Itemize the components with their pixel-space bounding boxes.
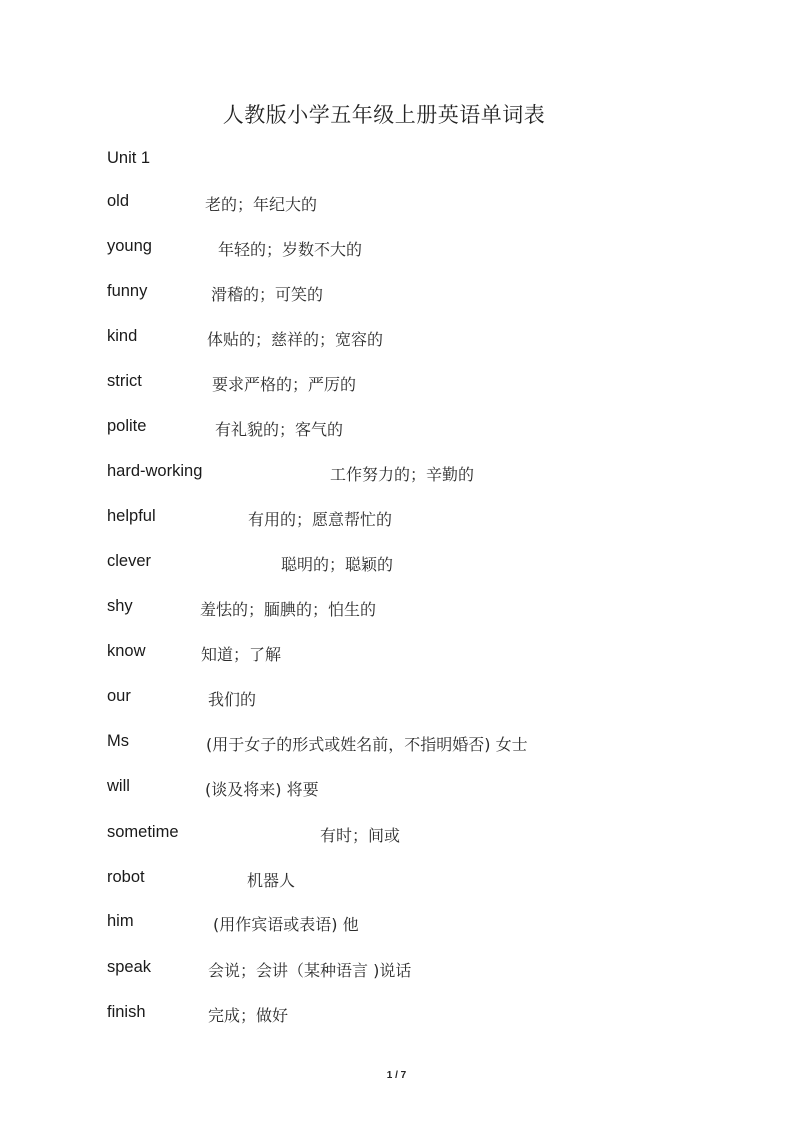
vocab-word: him [107,912,134,930]
vocab-word: shy [107,597,133,615]
vocab-word: helpful [107,507,156,525]
vocab-word: speak [107,958,152,976]
vocab-row [0,642,793,666]
vocab-row [0,237,793,261]
vocab-word: funny [107,282,148,300]
vocab-meaning: 我们的 [208,690,257,709]
vocab-word: young [107,237,152,255]
vocab-meaning: 聪明的；聪颖的 [281,555,394,574]
vocab-meaning: 有礼貌的；客气的 [215,420,344,439]
vocab-row [0,777,793,801]
vocab-meaning: 知道；了解 [201,645,282,664]
vocab-word: finish [107,1003,146,1021]
page-number: 1 / 7 [386,1070,407,1081]
vocab-word: old [107,192,130,210]
vocab-row [0,912,793,936]
vocab-meaning: 完成；做好 [208,1006,289,1025]
vocab-meaning: (谈及将来) 将要 [205,780,319,799]
vocab-meaning: 工作努力的；辛勤的 [330,465,475,484]
vocab-meaning: 要求严格的；严厉的 [212,375,357,394]
document-title: 人教版小学五年级上册英语单词表 [222,103,546,127]
vocab-row [0,597,793,621]
vocab-row [0,282,793,306]
vocab-word: know [107,642,146,660]
vocab-word: sometime [107,823,179,841]
vocab-word: our [107,687,131,705]
vocab-row [0,687,793,711]
vocab-meaning: 机器人 [247,871,296,890]
vocab-row [0,552,793,576]
vocab-word: hard-working [107,462,203,480]
vocab-word: kind [107,327,138,345]
vocab-meaning: 羞怯的；腼腆的；怕生的 [200,600,377,619]
vocab-meaning: 年轻的；岁数不大的 [218,240,363,259]
vocab-word: polite [107,417,147,435]
vocab-row [0,958,793,982]
vocab-row [0,732,793,756]
vocab-row [0,1003,793,1027]
vocab-row [0,192,793,216]
unit-heading: Unit 1 [107,149,151,167]
vocab-row [0,327,793,351]
vocab-meaning: 体贴的；慈祥的；宽容的 [207,330,384,349]
vocab-row [0,868,793,892]
vocab-meaning: (用于女子的形式或姓名前，不指明婚否) 女士 [206,735,528,754]
vocab-row [0,507,793,531]
vocab-word: robot [107,868,145,886]
vocab-word: clever [107,552,152,570]
vocab-meaning: 有用的；愿意帮忙的 [248,510,393,529]
vocab-row [0,372,793,396]
vocab-meaning: (用作宾语或表语) 他 [213,915,359,934]
vocab-meaning: 会说；会讲（某种语言 )说话 [208,961,412,980]
vocab-row [0,462,793,486]
vocab-meaning: 有时；间或 [320,826,401,845]
vocab-word: Ms [107,732,129,750]
vocab-meaning: 老的；年纪大的 [205,195,318,214]
vocab-word: will [107,777,130,795]
vocab-row [0,417,793,441]
vocab-row [0,823,793,847]
vocab-meaning: 滑稽的；可笑的 [211,285,324,304]
vocab-word: strict [107,372,142,390]
